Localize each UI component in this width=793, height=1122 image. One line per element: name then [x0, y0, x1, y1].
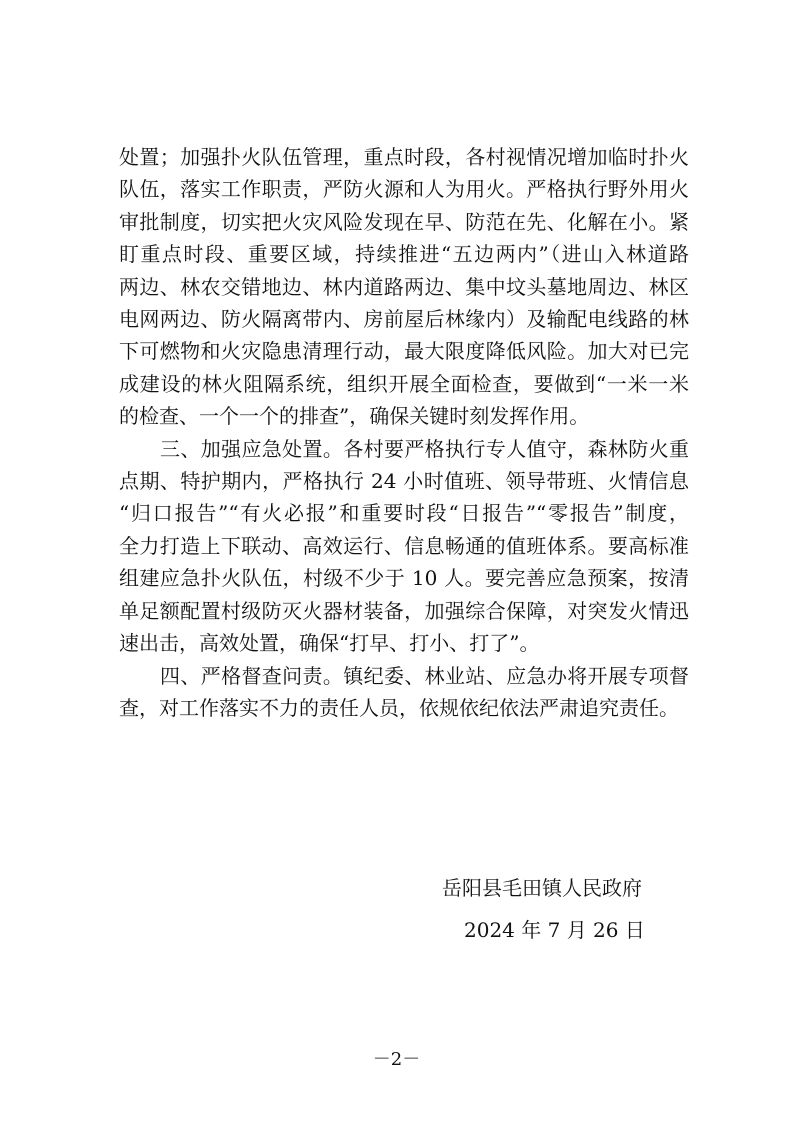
- paragraph-emergency-response: [119, 433, 689, 660]
- text-line: 点期、特护期内，严格执行 24 小时值班、领导带班、火情信息: [119, 469, 689, 494]
- text-line: “归口报告”“有火必报”和重要时段“日报告”“零报告”制度，: [119, 501, 689, 526]
- issuing-organization: 岳阳县毛田镇人民政府: [442, 876, 642, 900]
- paragraph: [119, 141, 689, 433]
- text-line: 队伍，落实工作职责，严防火源和人为用火。严格执行野外用火: [119, 177, 689, 202]
- text-line: 三、加强应急处置。各村要严格执行专人值守，森林防火重: [160, 436, 689, 461]
- text-line: 电网两边、防火隔离带内、房前屋后林缘内）及输配电线路的林: [119, 307, 689, 332]
- text-line: 组建应急扑火队伍，村级不少于 10 人。要完善应急预案，按清: [119, 566, 689, 591]
- text-line: 审批制度，切实把火灾风险发现在早、防范在先、化解在小。紧: [119, 209, 689, 234]
- page-number: －2－: [372, 1049, 421, 1070]
- text-line: 查，对工作落实不力的责任人员，依规依纪依法严肃追究责任。: [119, 695, 679, 720]
- text-line: 成建设的林火阻隔系统，组织开展全面检查，要做到“一米一米: [119, 371, 689, 396]
- text-line: 盯重点时段、重要区域，持续推进“五边两内”（进山入林道路: [119, 242, 689, 267]
- text-line: 下可燃物和火灾隐患清理行动，最大限度降低风险。加大对已完: [119, 339, 689, 364]
- issue-date: 2024 年 7 月 26 日: [464, 918, 645, 942]
- text-line: 的检查、一个一个的排查”，确保关键时刻发挥作用。: [119, 404, 590, 429]
- text-line: 处置；加强扑火队伍管理，重点时段，各村视情况增加临时扑火: [119, 145, 689, 169]
- text-line: 全力打造上下联动、高效运行、信息畅通的值班体系。要高标准: [119, 533, 689, 558]
- text-line: 两边、林农交错地边、林内道路两边、集中坟头墓地周边、林区: [119, 274, 689, 299]
- paragraph-accountability: [119, 660, 689, 725]
- text-line: 单足额配置村级防灭火器材装备，加强综合保障，对突发火情迅: [119, 598, 689, 623]
- text-line: 四、严格督查问责。镇纪委、林业站、应急办将开展专项督: [160, 663, 689, 688]
- document-body: [119, 141, 689, 724]
- text-line: 速出击，高效处置，确保“打早、打小、打了”。: [119, 631, 540, 656]
